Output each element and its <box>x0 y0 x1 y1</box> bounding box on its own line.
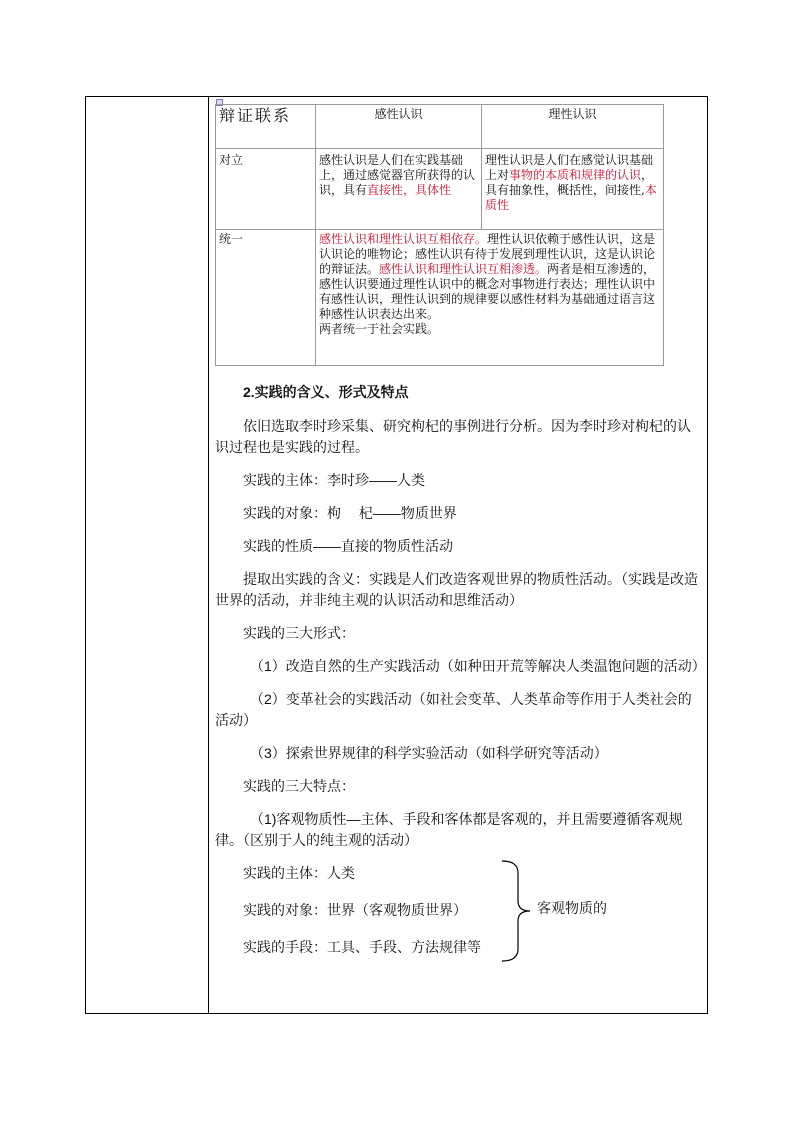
paragraph-form-3: （3）探索世界规律的科学实验活动（如科学研究等活动） <box>250 745 608 761</box>
paragraph-form-2: （2）变革社会的实践活动（如社会变革、人类革命等作用于人类社会的活动） <box>215 691 692 728</box>
group-line-subject: 实践的主体：人类 <box>243 865 355 881</box>
cell-unity: 感性认识和理性认识互相依存。理性认识依赖于感性认识，这是认识论的唯物论；感性认识有待于发展到理性认识，这是认识论的辩证法。感性认识和理性认识互相渗透。两者是相互渗透的，感性认识要通过理性认识中的概念对事物进行表达；理性认识中有感性认识，理性认识到的规律要以感性材料为基础通过语言这种感性认识表达出来。 两者统一于社会实践。 <box>316 230 664 366</box>
paragraph-traits-title: 实践的三大特点： <box>243 778 355 794</box>
paragraph-subject: 实践的主体：李时珍——人类 <box>243 472 425 488</box>
row-label-unity: 统一 <box>216 230 316 366</box>
paragraph-trait-1: （1)客观物质性—主体、手段和客体都是客观的，并且需要遵循客观规律。（区别于人的纯主观的活动） <box>215 811 683 848</box>
section-content <box>215 382 706 973</box>
paragraph-form-1: （1）改造自然的生产实践活动（如种田开荒等解决人类温饱问题的活动） <box>250 658 706 674</box>
right-brace-icon <box>500 859 536 963</box>
paragraph-object: 实践的对象：枸 杞——物质世界 <box>243 505 457 521</box>
header-dialectical: 辩证联系 <box>216 105 316 149</box>
left-column <box>86 97 209 1013</box>
paragraph-nature: 实践的性质——直接的物质性活动 <box>243 538 453 554</box>
header-perceptual: 感性认识 <box>316 105 482 149</box>
row-label-opposition: 对立 <box>216 149 316 230</box>
group-line-object: 实践的对象：世界（客观物质世界） <box>243 902 467 918</box>
cell-rational-opposition: 理性认识是人们在感觉认识基础上对事物的本质和规律的认识，具有抽象性，概括性，间接性,本质性 <box>482 149 664 230</box>
paragraph-definition: 提取出实践的含义：实践是人们改造客观世界的物质性活动。（实践是改造世界的活动，并非纯主观的认识活动和思维活动） <box>215 571 698 608</box>
paragraph-intro: 依旧选取李时珍采集、研究枸杞的事例进行分析。因为李时珍对枸杞的认识过程也是实践的过程。 <box>215 418 691 455</box>
lesson-table <box>85 96 708 1014</box>
group-line-means: 实践的手段：工具、手段、方法规律等 <box>243 939 481 955</box>
paragraph-forms-title: 实践的三大形式： <box>243 625 355 641</box>
practice-elements-group <box>215 863 703 973</box>
group-result: 客观物质的 <box>537 900 607 916</box>
header-rational: 理性认识 <box>482 105 664 149</box>
cell-perceptual-opposition: 感性认识是人们在实践基础上，通过感觉器官所获得的认识，具有直接性，具体性 <box>316 149 482 230</box>
cognition-table <box>215 104 664 366</box>
section-heading: 2.实践的含义、形式及特点 <box>243 384 409 400</box>
